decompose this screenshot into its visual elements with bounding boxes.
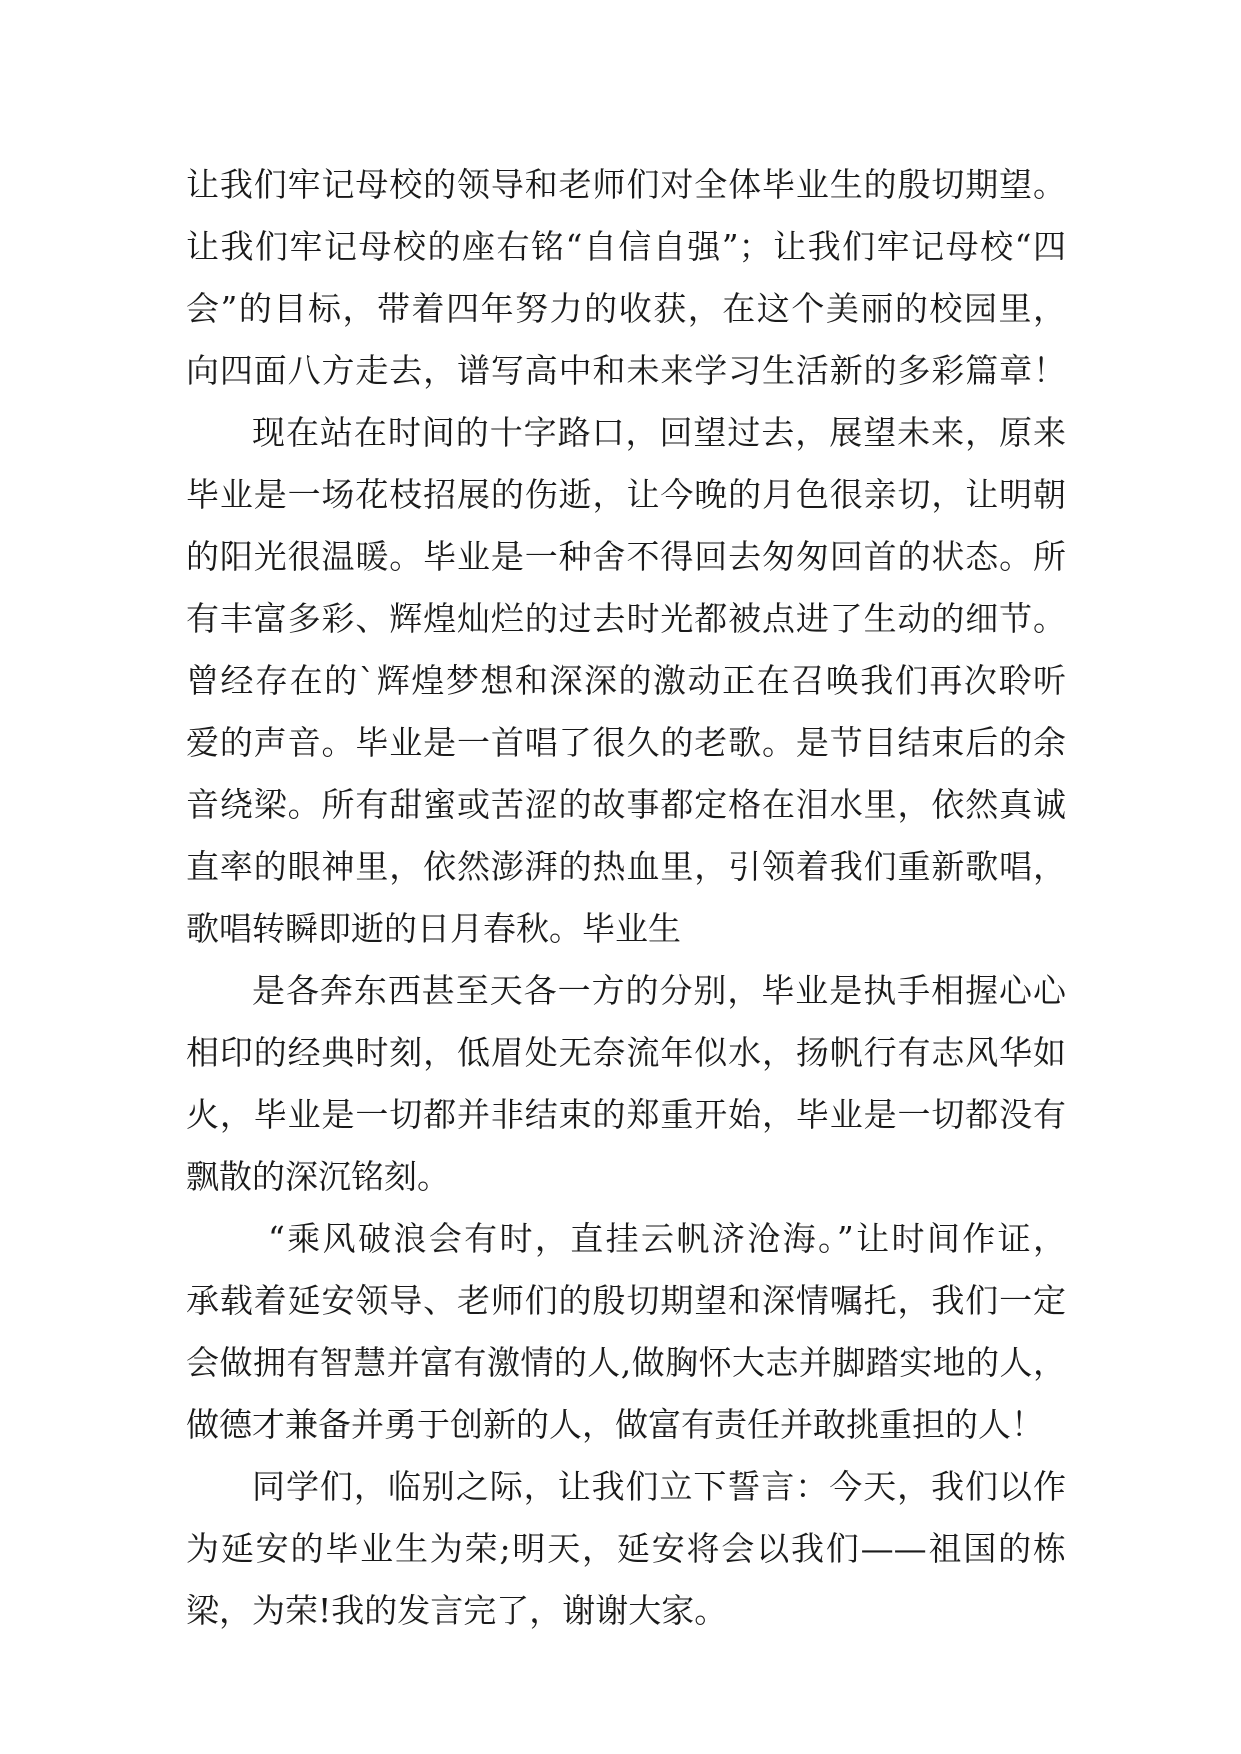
paragraph-last-line: 歌唱转瞬即逝的日月春秋。毕业生 — [186, 909, 681, 948]
text-line: 直率的眼神里，依然澎湃的热血里，引领着我们重新歌唱， — [186, 847, 1066, 886]
text-line: 音绕梁。所有甜蜜或苦涩的故事都定格在泪水里，依然真诚 — [186, 785, 1066, 824]
text-line: 承载着延安领导、老师们的殷切期望和深情嘱托，我们一定 — [186, 1281, 1066, 1320]
text-line: 向四面八方走去，谱写高中和未来学习生活新的多彩篇章！ — [186, 351, 1066, 390]
text-line: 曾经存在的`辉煌梦想和深深的激动正在召唤我们再次聆听 — [186, 661, 1066, 700]
text-line: 的阳光很温暖。毕业是一种舍不得回去匆匆回首的状态。所 — [186, 537, 1066, 576]
text-line: 有丰富多彩、辉煌灿烂的过去时光都被点进了生动的细节。 — [186, 599, 1066, 638]
paragraph-first-line: 现在站在时间的十字路口，回望过去，展望未来，原来 — [252, 413, 1066, 452]
text-line: 相印的经典时刻，低眉处无奈流年似水，扬帆行有志风华如 — [186, 1033, 1066, 1072]
paragraph-first-line: 是各奔东西甚至天各一方的分别，毕业是执手相握心心 — [252, 971, 1066, 1010]
paragraph-last-line: 梁，为荣!我的发言完了，谢谢大家。 — [186, 1591, 728, 1630]
text-line: 爱的声音。毕业是一首唱了很久的老歌。是节目结束后的余 — [186, 723, 1066, 762]
paragraph-first-line: “乘风破浪会有时，直挂云帆济沧海。”让时间作证， — [268, 1219, 1066, 1258]
text-line: 让我们牢记母校的座右铭“自信自强”；让我们牢记母校“四 — [186, 227, 1066, 266]
text-line: 为延安的毕业生为荣;明天，延安将会以我们——祖国的栋 — [186, 1529, 1066, 1568]
paragraph-last-line: 飘散的深沉铭刻。 — [186, 1157, 450, 1196]
text-line: 让我们牢记母校的领导和老师们对全体毕业生的殷切期望。 — [186, 165, 1066, 204]
text-line: 毕业是一场花枝招展的伤逝，让今晚的月色很亲切，让明朝 — [186, 475, 1066, 514]
text-line: 火，毕业是一切都并非结束的郑重开始，毕业是一切都没有 — [186, 1095, 1066, 1134]
paragraph-first-line: 同学们，临别之际，让我们立下誓言：今天，我们以作 — [252, 1467, 1066, 1506]
paragraph-last-line: 做德才兼备并勇于创新的人，做富有责任并敢挑重担的人！ — [186, 1405, 1044, 1444]
text-line: 会”的目标，带着四年努力的收获，在这个美丽的校园里， — [186, 289, 1066, 328]
text-line: 会做拥有智慧并富有激情的人,做胸怀大志并脚踏实地的人， — [186, 1343, 1066, 1382]
document-body — [186, 154, 1066, 1642]
